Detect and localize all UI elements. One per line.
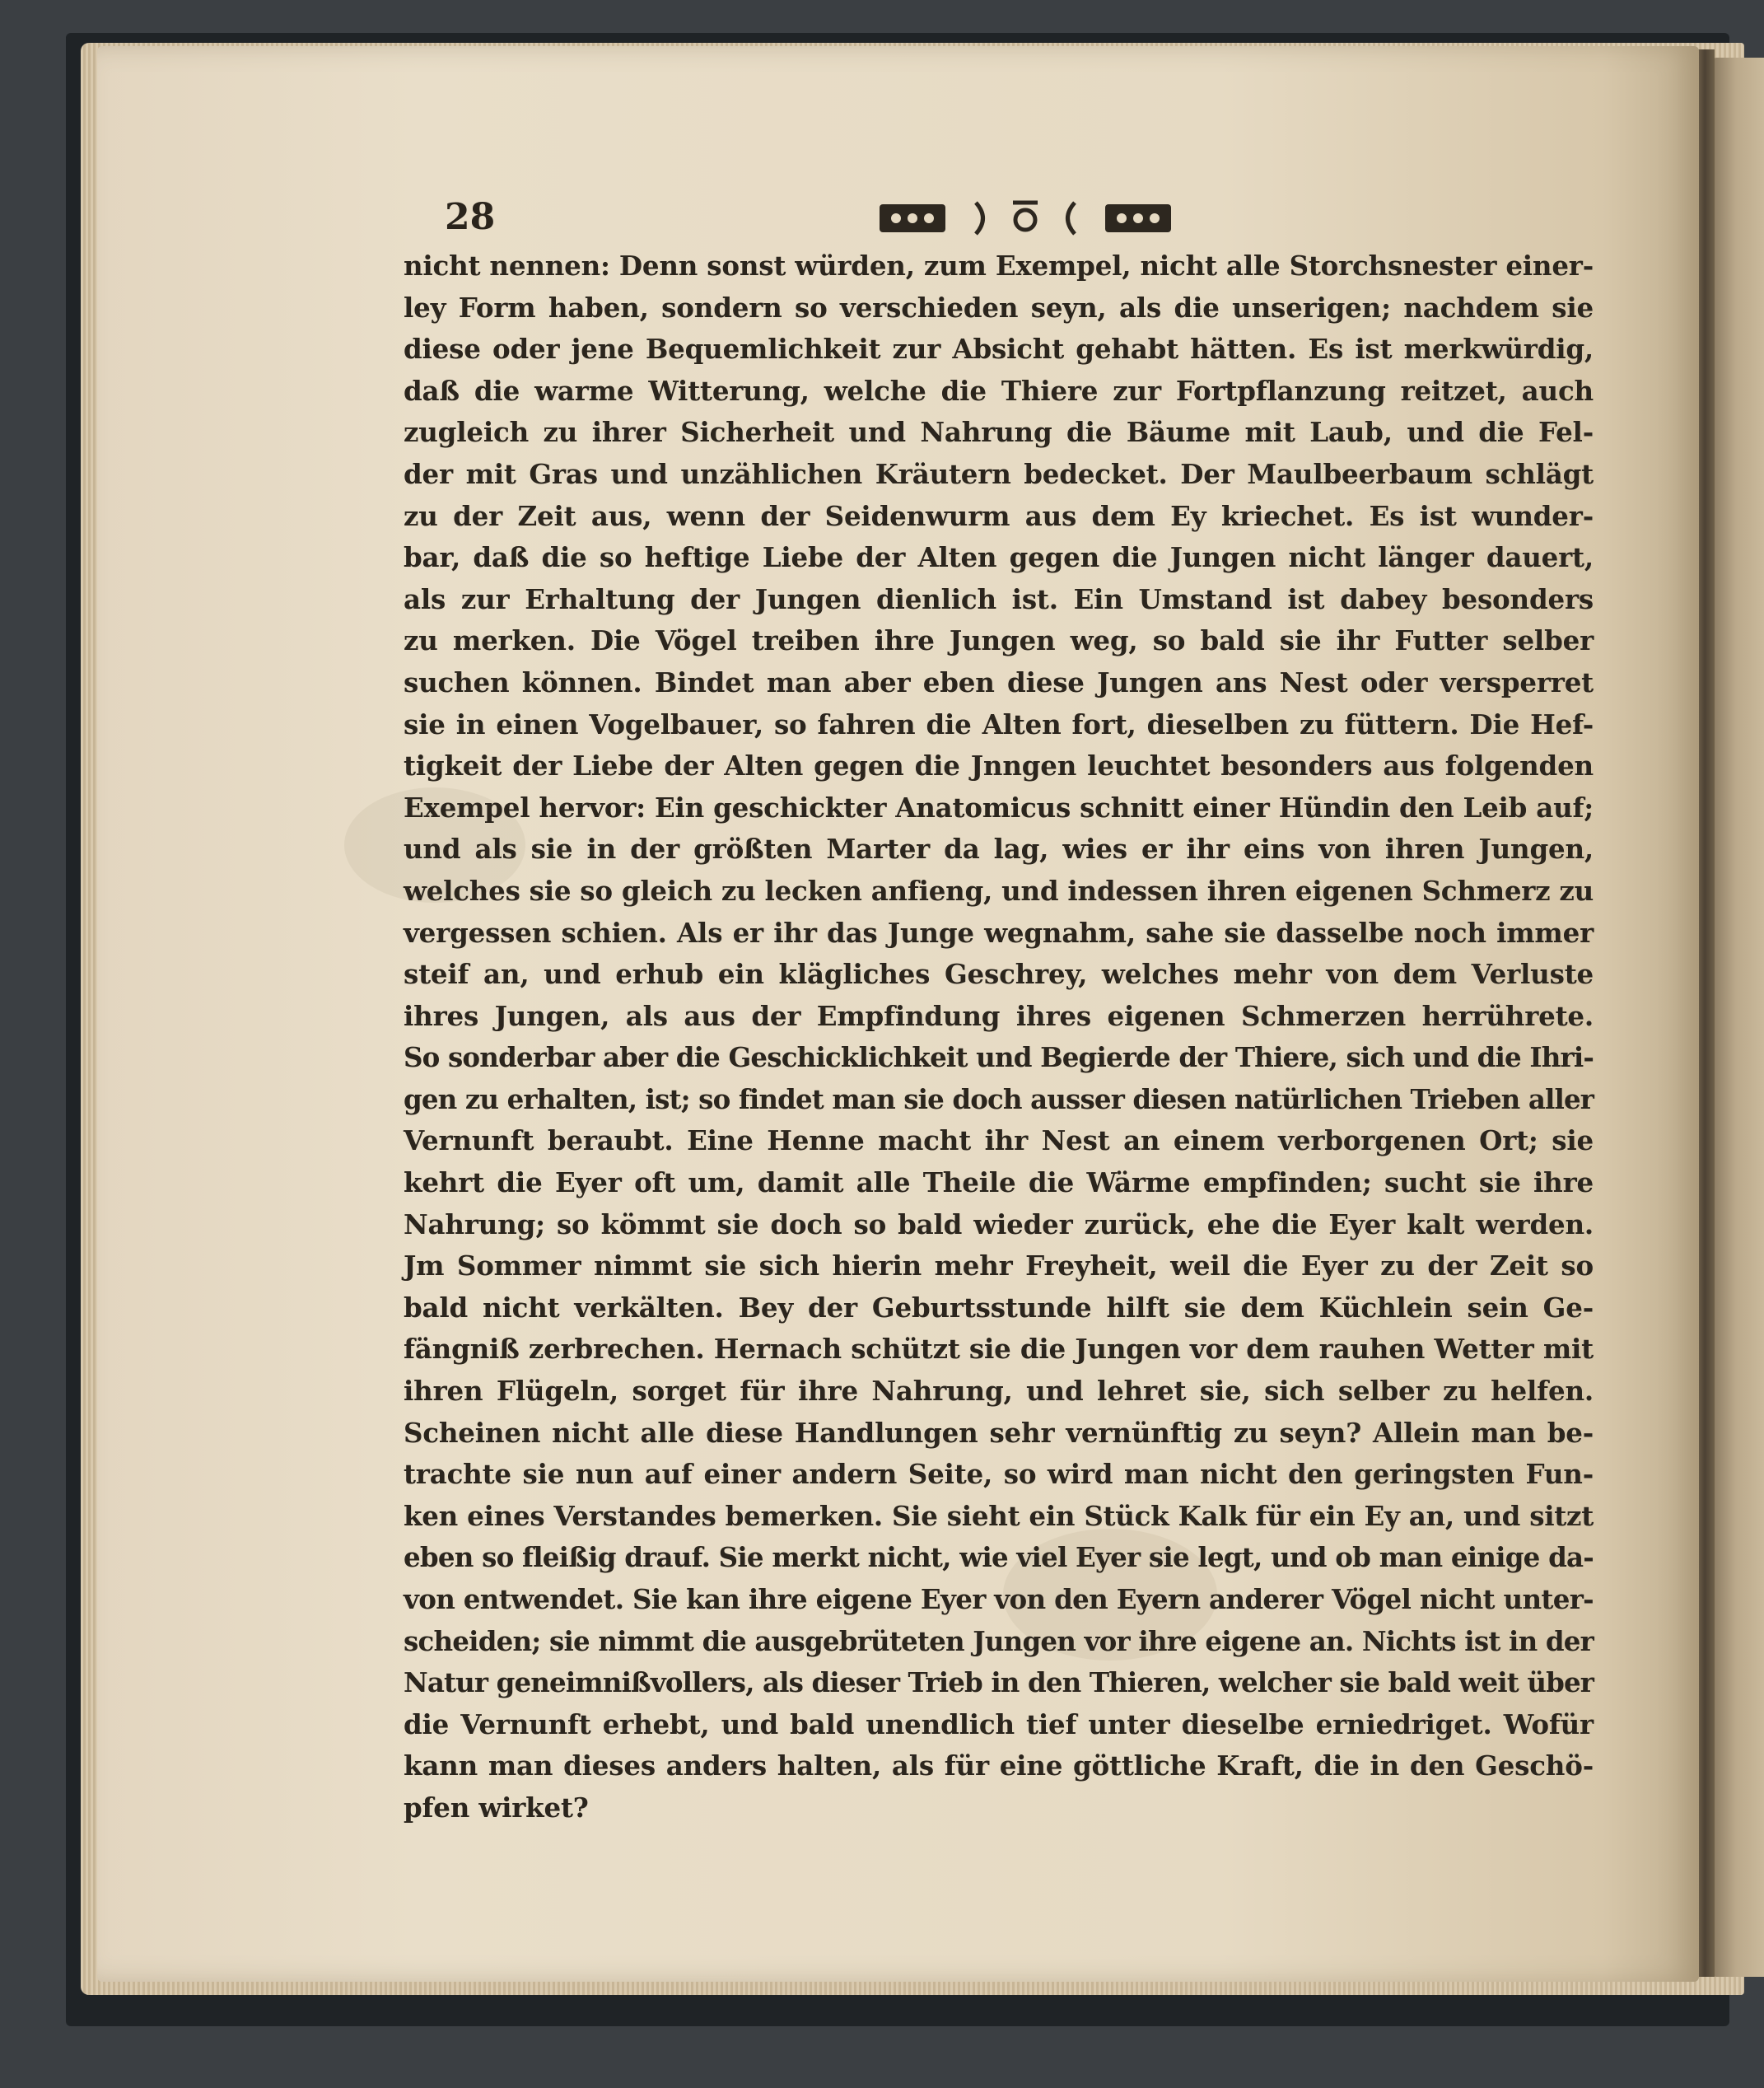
text-line: gen zu erhalten, ist; so findet man sie doch ausser diesen natürlichen Trieben aller	[404, 1082, 1594, 1115]
text-line: nicht nennen: Denn sonst würden, zum Exempel, nicht alle Storchsnester einer-	[404, 250, 1594, 282]
text-line: fängniß zerbrechen. Hernach schützt sie die Jungen vor dem rauhen Wetter mit	[404, 1333, 1594, 1366]
text-line: welches sie so gleich zu lecken anfieng, und indessen ihren eigenen Schmerz zu	[404, 874, 1594, 907]
text-line: zugleich zu ihrer Sicherheit und Nahrung die Bäume mit Laub, und die Fel-	[404, 416, 1594, 449]
text-line: So sonderbar aber die Geschicklichkeit und Begierde der Thiere, sich und die Ihri-	[404, 1041, 1594, 1074]
text-line: Natur geneimnißvollers, als dieser Trieb in den Thieren, welcher sie bald weit über	[404, 1666, 1594, 1699]
text-line: scheiden; sie nimmt die ausgebrüteten Jungen vor ihre eigene an. Nichts ist in der	[404, 1624, 1594, 1657]
text-line: steif an, und erhub ein klägliches Geschrey, welches mehr von dem Verluste	[404, 958, 1594, 991]
text-line: Jm Sommer nimmt sie sich hierin mehr Freyheit, weil die Eyer zu der Zeit so	[404, 1250, 1594, 1282]
body-text	[404, 245, 1594, 1829]
text-line: Scheinen nicht alle diese Handlungen sehr vernünftig zu seyn? Allein man be-	[404, 1416, 1594, 1449]
text-line: und als sie in der größten Marter da lag, wies er ihr eins von ihren Jungen,	[404, 833, 1594, 866]
text-line: ihren Flügeln, sorget für ihre Nahrung, und lehret sie, sich selber zu helfen.	[404, 1375, 1594, 1408]
text-line: daß die warme Witterung, welche die Thiere zur Fortpflanzung reitzet, auch	[404, 374, 1594, 407]
text-line: ken eines Verstandes bemerken. Sie sieht ein Stück Kalk für ein Ey an, und sitzt	[404, 1499, 1594, 1532]
text-line: zu merken. Die Vögel treiben ihre Jungen weg, so bald sie ihr Futter selber	[404, 624, 1594, 657]
page-number: 28	[445, 196, 496, 238]
text-line: der mit Gras und unzählichen Kräutern bedecket. Der Maulbeerbaum schlägt	[404, 457, 1594, 490]
text-line: sie in einen Vogelbauer, so fahren die Alten fort, dieselben zu füttern. Die Hef-	[404, 708, 1594, 740]
header-ornament-icon	[865, 198, 1186, 237]
text-line: ley Form haben, sondern so verschieden seyn, als die unserigen; nachdem sie	[404, 291, 1594, 324]
text-line: ihres Jungen, als aus der Empfindung ihres eigenen Schmerzen herrührete.	[404, 999, 1594, 1032]
text-line: pfen wirket?	[404, 1791, 589, 1824]
text-line: eben so fleißig drauf. Sie merkt nicht, wie viel Eyer sie legt, und ob man einige da-	[404, 1541, 1594, 1574]
text-line: suchen können. Bindet man aber eben diese Jungen ans Nest oder versperret	[404, 666, 1594, 698]
text-line: als zur Erhaltung der Jungen dienlich ist. Ein Umstand ist dabey besonders	[404, 582, 1594, 615]
text-line: Exempel hervor: Ein geschickter Anatomicus schnitt einer Hündin den Leib auf;	[404, 791, 1594, 824]
text-line: bar, daß die so heftige Liebe der Alten gegen die Jungen nicht länger dauert,	[404, 541, 1594, 574]
text-line: trachte sie nun auf einer andern Seite, so wird man nicht den geringsten Fun-	[404, 1458, 1594, 1491]
facing-page-edge	[1713, 58, 1764, 1977]
text-line: bald nicht verkälten. Bey der Geburtsstunde hilft sie dem Küchlein sein Ge-	[404, 1291, 1594, 1324]
text-line: von entwendet. Sie kan ihre eigene Eyer von den Eyern anderer Vögel nicht unter-	[404, 1583, 1594, 1615]
text-line: Nahrung; so kömmt sie doch so bald wieder zurück, ehe die Eyer kalt werden.	[404, 1207, 1594, 1240]
text-line: zu der Zeit aus, wenn der Seidenwurm aus dem Ey kriechet. Es ist wunder-	[404, 499, 1594, 532]
text-line: die Vernunft erhebt, und bald unendlich tief unter dieselbe erniedriget. Wofür	[404, 1707, 1594, 1740]
text-line: kehrt die Eyer oft um, damit alle Theile die Wärme empfinden; sucht sie ihre	[404, 1166, 1594, 1199]
text-line: tigkeit der Liebe der Alten gegen die Jnngen leuchtet besonders aus folgenden	[404, 750, 1594, 782]
text-line: diese oder jene Bequemlichkeit zur Absicht gehabt hätten. Es ist merkwürdig,	[404, 333, 1594, 366]
text-line: kann man dieses anders halten, als für eine göttliche Kraft, die in den Geschö-	[404, 1749, 1594, 1782]
text-line: Vernunft beraubt. Eine Henne macht ihr Nest an einem verborgenen Ort; sie	[404, 1124, 1594, 1157]
text-line: vergessen schien. Als er ihr das Junge wegnahm, sahe sie dasselbe noch immer	[404, 916, 1594, 949]
running-header	[445, 196, 1581, 245]
